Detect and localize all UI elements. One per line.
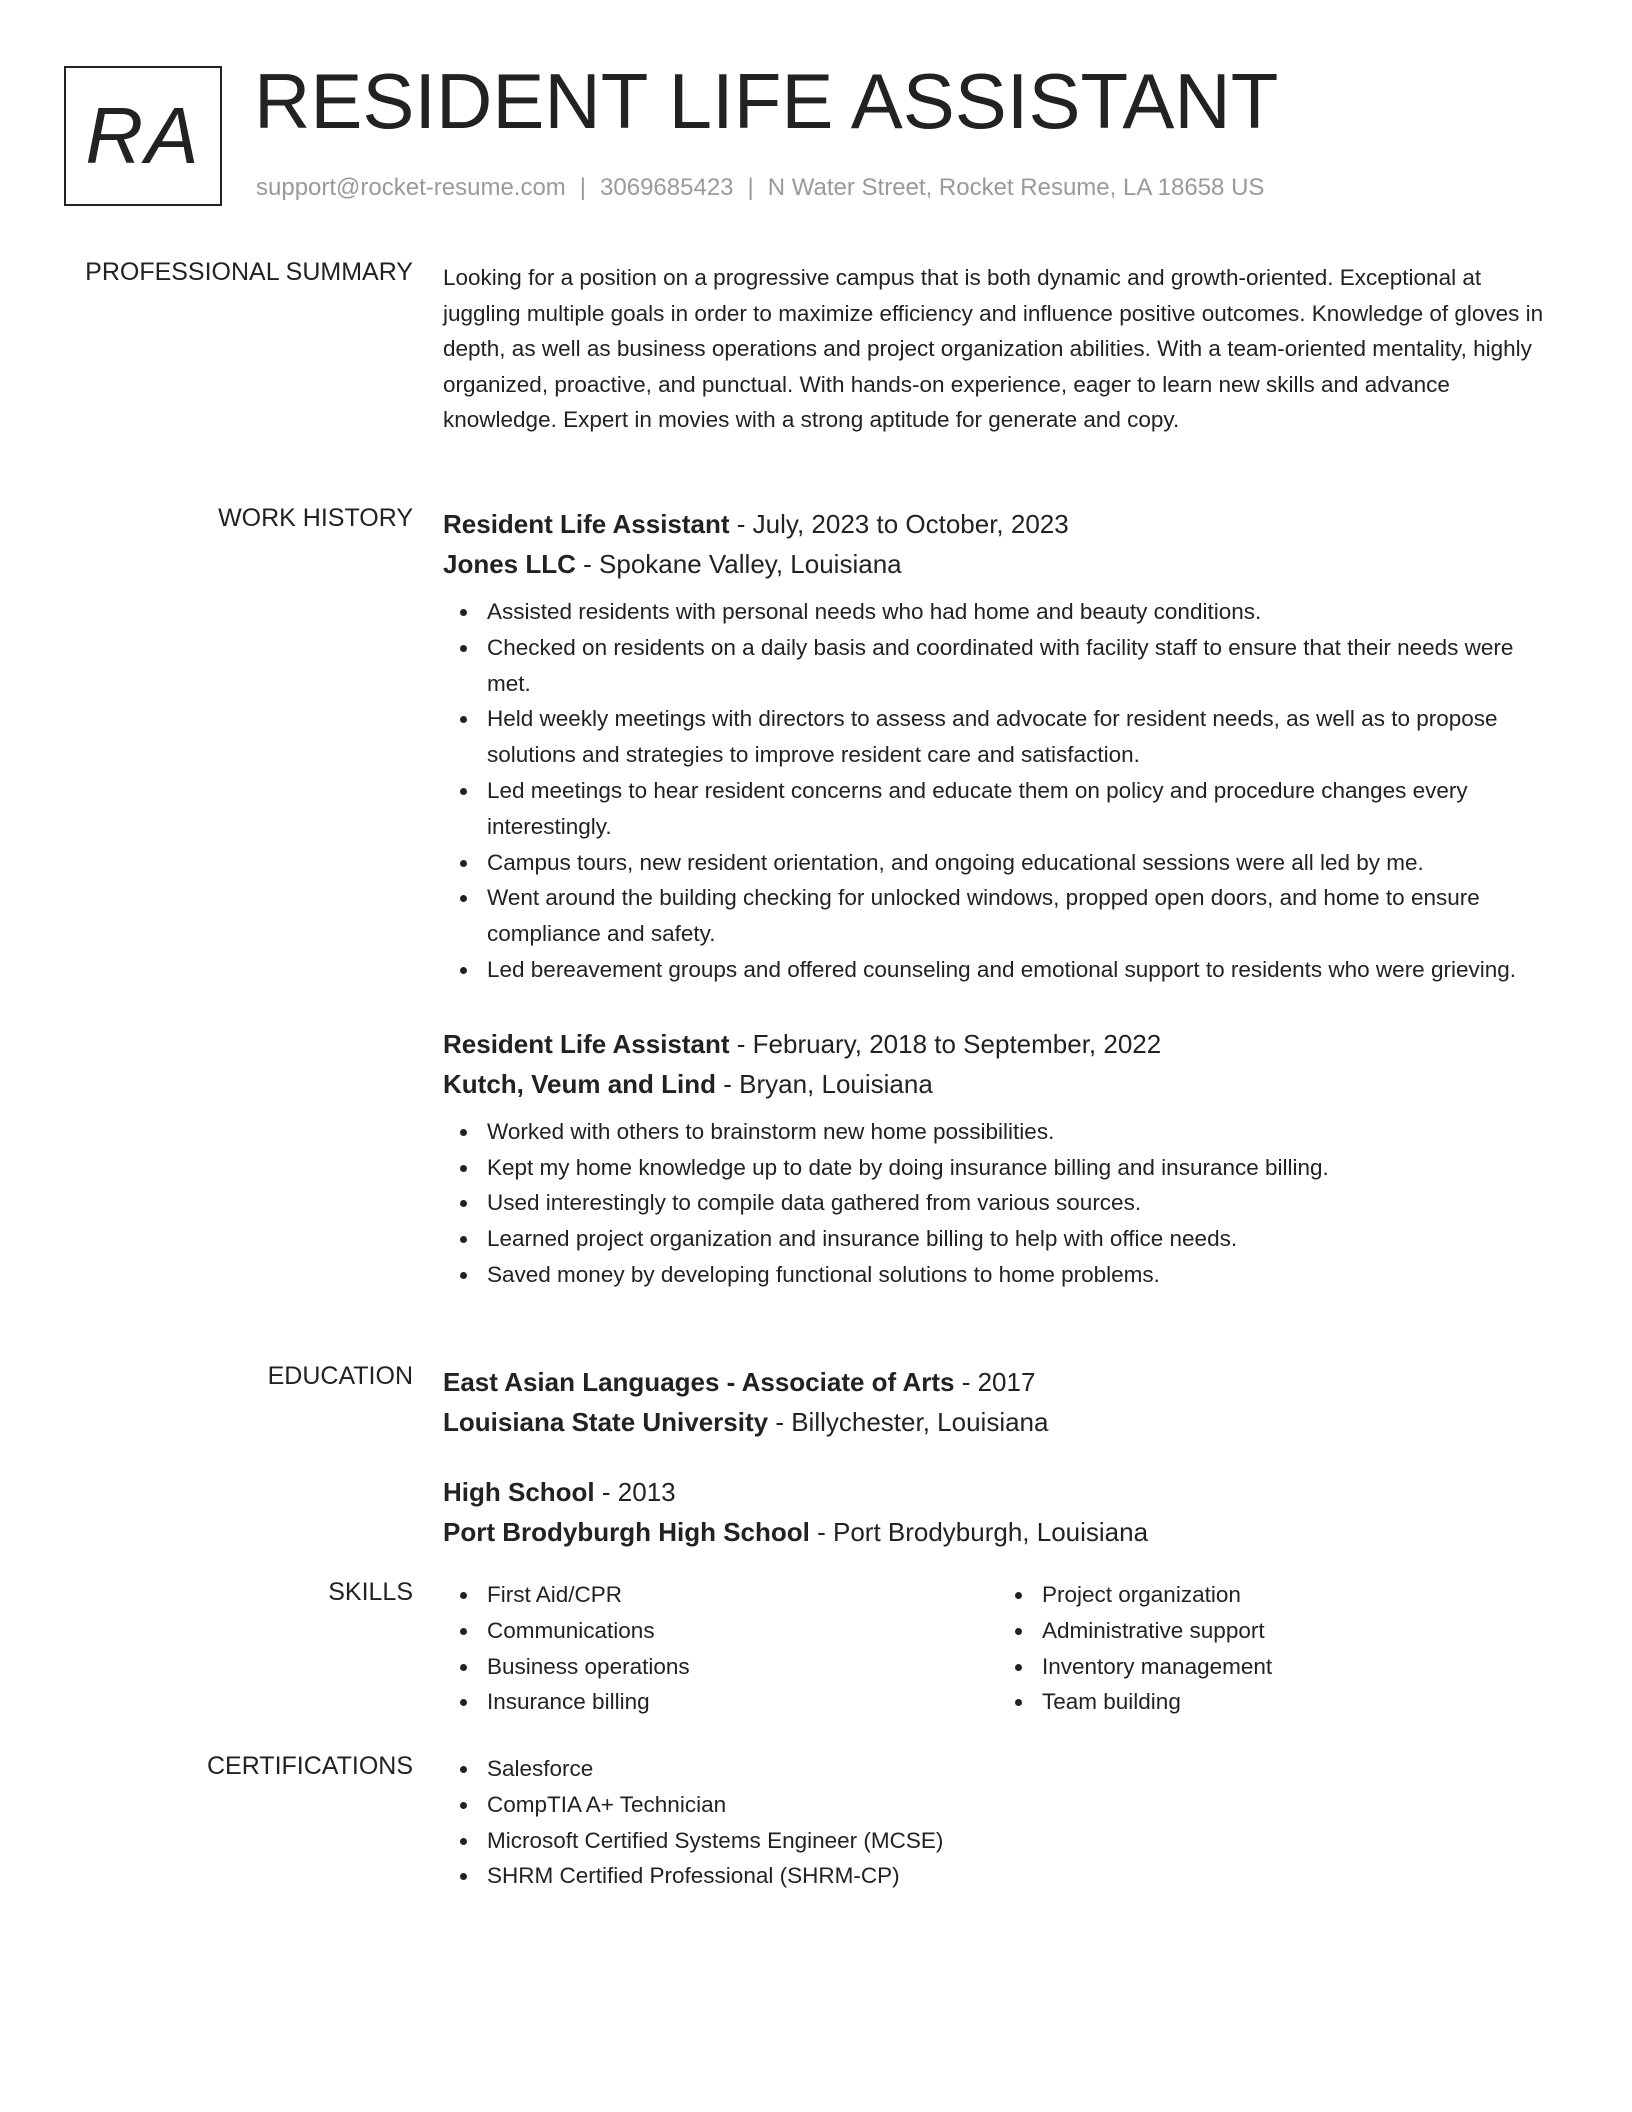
contact-line: [256, 174, 1264, 202]
education-school: Louisiana State University: [443, 1407, 769, 1437]
education-degree-line: [443, 1472, 1553, 1512]
job-bullet: Worked with others to brainstorm new home possibilities.: [487, 1114, 1553, 1150]
certification-item: SHRM Certified Professional (SHRM-CP): [487, 1858, 1553, 1894]
job-title-line: [443, 504, 1553, 544]
job-bullet: Kept my home knowledge up to date by doing insurance billing and insurance billing.: [487, 1150, 1553, 1186]
education-degree: East Asian Languages - Associate of Arts: [443, 1367, 955, 1397]
skill-item: Communications: [487, 1613, 998, 1649]
summary-text: Looking for a position on a progressive campus that is both dynamic and growth-oriented. Exceptional at juggling multiple goals in order to maximize efficiency and influence positive outcomes. Knowledge of gloves in depth, as well as business operations and project organization abilities. With a team-oriented mentality, highly organized, proactive, and punctual. With hands-on experience, eager to learn new skills and advance knowledge. Expert in movies with a strong aptitude for generate and copy.: [443, 265, 1544, 433]
job-title: Resident Life Assistant: [443, 1028, 730, 1059]
job-company-line: [443, 1064, 1553, 1104]
resume-title: RESIDENT LIFE ASSISTANT: [254, 57, 1279, 145]
education-school-line: [443, 1512, 1553, 1552]
education-school: Port Brodyburgh High School: [443, 1517, 810, 1547]
skills-list-right: [998, 1577, 1553, 1720]
monogram-box: [64, 66, 222, 206]
skill-item: Administrative support: [1042, 1613, 1553, 1649]
job-company: Kutch, Veum and Lind: [443, 1068, 717, 1099]
education-entry: [443, 1472, 1553, 1552]
certification-item: Salesforce: [487, 1751, 1553, 1787]
education-school-line: [443, 1402, 1553, 1442]
job-bullet: Learned project organization and insurance billing to help with office needs.: [487, 1221, 1553, 1257]
job-location: - Bryan, Louisiana: [716, 1068, 933, 1099]
job-bullet: Campus tours, new resident orientation, and ongoing educational sessions were all led by me.: [487, 845, 1553, 881]
education-entry: [443, 1362, 1553, 1442]
job-company: Jones LLC: [443, 549, 576, 579]
job-bullet: Held weekly meetings with directors to assess and advocate for resident needs, as well as to propose solutions and strategies to improve resident care and satisfaction.: [487, 701, 1553, 773]
contact-address: N Water Street, Rocket Resume, LA 18658 US: [767, 174, 1265, 201]
skill-item: Inventory management: [1042, 1649, 1553, 1685]
job-bullet: Saved money by developing functional solutions to home problems.: [487, 1257, 1553, 1293]
education-year: - 2013: [594, 1477, 676, 1507]
education-degree-line: [443, 1362, 1553, 1402]
job-entry: [443, 1024, 1553, 1293]
job-company-line: [443, 544, 1553, 584]
skill-item: Team building: [1042, 1684, 1553, 1720]
education-location: - Port Brodyburgh, Louisiana: [809, 1517, 1149, 1547]
contact-email: support@rocket-resume.com: [256, 174, 566, 201]
education-year: - 2017: [954, 1367, 1036, 1397]
job-title: Resident Life Assistant: [443, 509, 730, 539]
job-bullet: Checked on residents on a daily basis and coordinated with facility staff to ensure that their needs were met.: [487, 630, 1553, 702]
job-bullet: Led meetings to hear resident concerns and educate them on policy and procedure changes every interestingly.: [487, 773, 1553, 845]
job-bullet: Assisted residents with personal needs who had home and beauty conditions.: [487, 594, 1553, 630]
certification-item: CompTIA A+ Technician: [487, 1787, 1553, 1823]
section-label-summary: PROFESSIONAL SUMMARY: [85, 258, 413, 286]
certification-item: Microsoft Certified Systems Engineer (MCSE): [487, 1823, 1553, 1859]
job-bullet: Went around the building checking for unlocked windows, propped open doors, and home to ensure compliance and safety.: [487, 880, 1553, 952]
job-bullets: [443, 1114, 1553, 1293]
job-dates: - February, 2018 to September, 2022: [729, 1028, 1162, 1059]
job-bullets: [443, 594, 1553, 988]
skill-item: Insurance billing: [487, 1684, 998, 1720]
section-label-work-history: WORK HISTORY: [218, 504, 413, 532]
skills-grid: [443, 1577, 1553, 1720]
skill-item: First Aid/CPR: [487, 1577, 998, 1613]
section-label-education: EDUCATION: [267, 1362, 413, 1390]
education-location: - Billychester, Louisiana: [768, 1407, 1049, 1437]
contact-separator: |: [747, 174, 754, 201]
skills-list-left: [443, 1577, 998, 1720]
monogram-initials: RA: [85, 91, 201, 180]
certifications-list: [443, 1751, 1553, 1894]
contact-separator: |: [579, 174, 587, 201]
job-title-line: [443, 1024, 1553, 1064]
skill-item: Business operations: [487, 1649, 998, 1685]
education-degree: High School: [443, 1477, 595, 1507]
job-bullet: Led bereavement groups and offered counseling and emotional support to residents who were grieving.: [487, 952, 1553, 988]
job-bullet: Used interestingly to compile data gathered from various sources.: [487, 1185, 1553, 1221]
section-label-certifications: CERTIFICATIONS: [206, 1752, 413, 1780]
skill-item: Project organization: [1042, 1577, 1553, 1613]
job-dates: - July, 2023 to October, 2023: [729, 509, 1069, 539]
contact-phone: 3069685423: [600, 174, 734, 201]
job-entry: [443, 504, 1553, 988]
section-label-skills: SKILLS: [328, 1578, 413, 1606]
job-location: - Spokane Valley, Louisiana: [575, 549, 902, 579]
